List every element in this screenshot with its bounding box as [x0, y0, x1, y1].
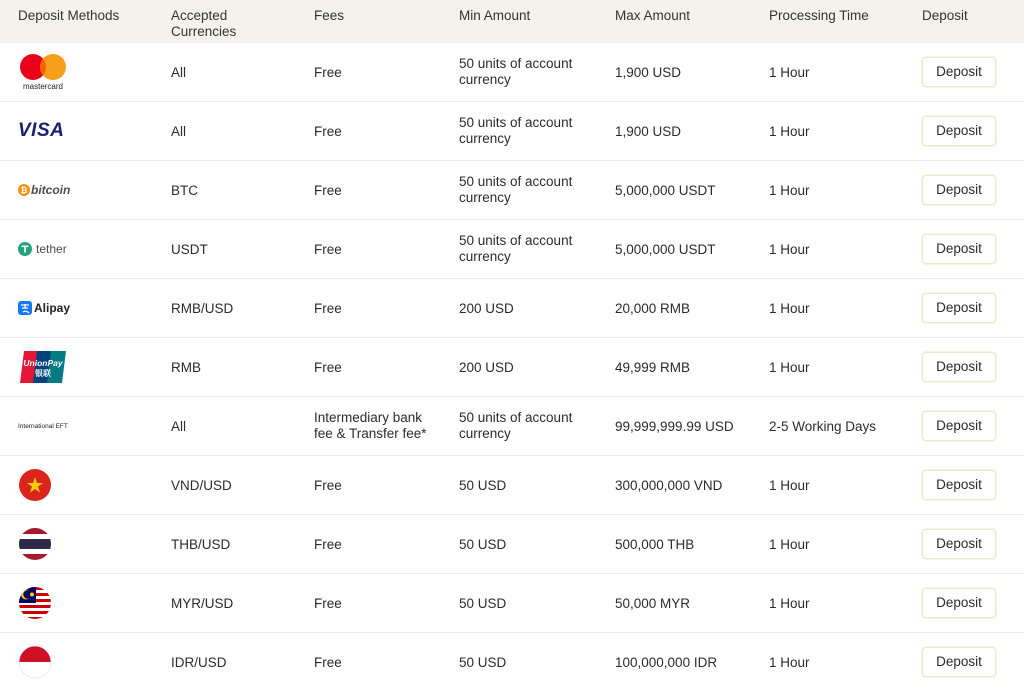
processing-time: 2-5 Working Days: [769, 418, 877, 434]
processing-time: 1 Hour: [769, 64, 810, 80]
accepted-currencies: RMB/USD: [171, 300, 234, 316]
international-eft-wordmark: International EFT: [18, 422, 68, 430]
svg-text:银联: 银联: [35, 369, 51, 378]
table-row: [0, 338, 1024, 397]
max-amount: 1,900 USD: [615, 123, 682, 139]
alipay-logo: [18, 288, 153, 328]
table-row: [0, 574, 1024, 633]
table-row: [0, 515, 1024, 574]
deposit-button[interactable]: Deposit: [922, 588, 996, 618]
accepted-currencies: VND/USD: [171, 477, 232, 493]
fees: Free: [314, 536, 342, 552]
tether-wordmark: tether: [36, 242, 67, 256]
tether-logo: [18, 229, 153, 269]
accepted-currencies: All: [171, 123, 187, 139]
header-deposit-methods: Deposit Methods: [18, 8, 120, 23]
min-amount: 50 units of account currency: [459, 410, 573, 441]
max-amount: 20,000 RMB: [615, 300, 691, 316]
processing-time: 1 Hour: [769, 300, 810, 316]
international-eft-logo: [18, 406, 153, 446]
processing-time: 1 Hour: [769, 595, 810, 611]
max-amount: 500,000 THB: [615, 536, 695, 552]
min-amount: 50 units of account currency: [459, 174, 573, 205]
min-amount: 50 units of account currency: [459, 56, 573, 87]
alipay-icon: [18, 301, 32, 315]
alipay-wordmark: Alipay: [34, 301, 71, 315]
table-header: [0, 0, 1024, 43]
table-row: [0, 279, 1024, 338]
deposit-button[interactable]: Deposit: [922, 293, 996, 323]
min-amount: 200 USD: [459, 300, 514, 316]
max-amount: 5,000,000 USDT: [615, 241, 716, 257]
max-amount: 49,999 RMB: [615, 359, 691, 375]
table-row: [0, 161, 1024, 220]
visa-wordmark: VISA: [18, 120, 65, 141]
min-amount: 50 USD: [459, 536, 507, 552]
accepted-currencies: RMB: [171, 359, 201, 375]
fees: Free: [314, 123, 342, 139]
header-max-amount: Max Amount: [615, 8, 691, 23]
max-amount: 50,000 MYR: [615, 595, 691, 611]
table-row: [0, 456, 1024, 515]
max-amount: 1,900 USD: [615, 64, 682, 80]
malaysia-flag-icon: [18, 586, 52, 620]
fees: Free: [314, 300, 342, 316]
header-processing-time: Processing Time: [769, 8, 869, 23]
processing-time: 1 Hour: [769, 123, 810, 139]
fees: Free: [314, 477, 342, 493]
header-deposit: Deposit: [922, 8, 968, 23]
tether-icon: [18, 242, 32, 256]
table-row: [0, 43, 1024, 102]
header-accepted-currencies: Accepted Currencies: [171, 8, 237, 39]
accepted-currencies: All: [171, 64, 187, 80]
accepted-currencies: MYR/USD: [171, 595, 234, 611]
deposit-button[interactable]: Deposit: [922, 175, 996, 205]
fees: Intermediary bank fee & Transfer fee*: [314, 410, 427, 441]
min-amount: 50 USD: [459, 477, 507, 493]
svg-text:₿: ₿: [20, 186, 28, 195]
accepted-currencies: IDR/USD: [171, 654, 227, 670]
mastercard-logo: [18, 52, 153, 92]
deposit-button[interactable]: Deposit: [922, 234, 996, 264]
bitcoin-wordmark: bitcoin: [31, 183, 71, 197]
indonesia-flag-icon: [18, 645, 52, 679]
processing-time: 1 Hour: [769, 182, 810, 198]
accepted-currencies: USDT: [171, 241, 208, 257]
min-amount: 50 USD: [459, 654, 507, 670]
header-fees: Fees: [314, 8, 345, 23]
deposit-button[interactable]: Deposit: [922, 411, 996, 441]
fees: Free: [314, 654, 342, 670]
table-row: [0, 397, 1024, 456]
min-amount: 200 USD: [459, 359, 514, 375]
bitcoin-icon: [18, 184, 30, 196]
max-amount: 99,999,999.99 USD: [615, 418, 734, 434]
processing-time: 1 Hour: [769, 359, 810, 375]
max-amount: 5,000,000 USDT: [615, 182, 716, 198]
table-row: [0, 633, 1024, 691]
processing-time: 1 Hour: [769, 654, 810, 670]
unionpay-logo: [18, 347, 153, 387]
fees: Free: [314, 182, 342, 198]
visa-logo: [18, 111, 153, 151]
fees: Free: [314, 595, 342, 611]
accepted-currencies: All: [171, 418, 187, 434]
deposit-button[interactable]: Deposit: [922, 57, 996, 87]
deposit-button[interactable]: Deposit: [922, 116, 996, 146]
vietnam-flag-icon: [18, 468, 52, 502]
min-amount: 50 USD: [459, 595, 507, 611]
min-amount: 50 units of account currency: [459, 233, 573, 264]
deposit-button[interactable]: Deposit: [922, 470, 996, 500]
thailand-flag-icon: [18, 527, 52, 561]
deposit-button[interactable]: Deposit: [922, 352, 996, 382]
processing-time: 1 Hour: [769, 477, 810, 493]
bitcoin-logo: [18, 170, 153, 210]
fees: Free: [314, 359, 342, 375]
deposit-button[interactable]: Deposit: [922, 647, 996, 677]
processing-time: 1 Hour: [769, 241, 810, 257]
unionpay-wordmark: UnionPay: [23, 358, 63, 368]
max-amount: 300,000,000 VND: [615, 477, 723, 493]
table-row: [0, 220, 1024, 279]
accepted-currencies: BTC: [171, 182, 198, 198]
header-min-amount: Min Amount: [459, 8, 531, 23]
min-amount: 50 units of account currency: [459, 115, 573, 146]
processing-time: 1 Hour: [769, 536, 810, 552]
accepted-currencies: THB/USD: [171, 536, 231, 552]
fees: Free: [314, 64, 342, 80]
fees: Free: [314, 241, 342, 257]
max-amount: 100,000,000 IDR: [615, 654, 718, 670]
deposit-button[interactable]: Deposit: [922, 529, 996, 559]
table-row: [0, 102, 1024, 161]
mastercard-wordmark: mastercard: [22, 82, 64, 91]
